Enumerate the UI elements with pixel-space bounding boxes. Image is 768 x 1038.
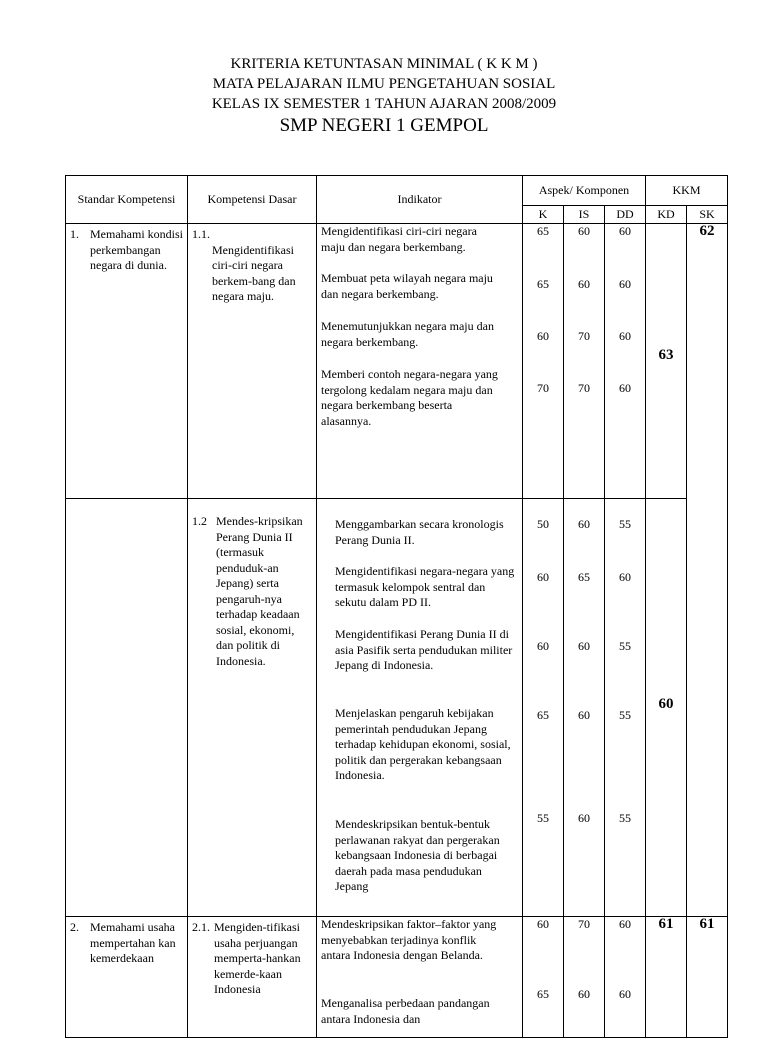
dd-value: 60 [619,329,631,343]
is-value: 70 [578,381,590,395]
indicator-text: Mendeskripsikan bentuk-bentuk perlawanan rakyat dan pergerakan kebangsaan Indonesia di berbagai daerah pada masa pendudukan Jepang [335,817,500,893]
k-value: 65 [537,277,549,291]
header-kkm: KKM [646,176,728,206]
kkm-sk-cell-2 [687,917,728,1038]
title-line-3: KELAS IX SEMESTER 1 TAHUN AJARAN 2008/2009 [211,96,557,112]
kkm-sk-cell-1 [687,224,728,917]
dd-value: 60 [619,917,631,931]
header-dd: DD [605,206,646,224]
sk-cell-1 [66,224,188,499]
school-name: SMP NEGERI 1 GEMPOL [279,115,489,136]
k-value: 60 [537,639,549,653]
title-line-1: KRITERIA KETUNTASAN MINIMAL ( K K M ) [230,56,538,72]
k-value: 55 [537,811,549,825]
kkm-kd-cell-1-1 [646,224,687,499]
kd-text: Mengiden-tifikasi usaha perjuangan memperta-hankan kemerde-kaan Indonesia [214,920,301,996]
indicator-text: Mendeskripsikan faktor–faktor yang menyebabkan terjadinya konflik antara Indonesia dengan Belanda. [321,917,497,962]
indicator-text: Memberi contoh negara-negara yang tergolong kedalam negara maju dan negara berkembang beserta alasannya. [321,367,498,428]
kd-cell-2-1 [188,917,317,1038]
dd-cell-2-1 [605,917,646,1038]
dd-value: 55 [619,639,631,653]
k-value: 70 [537,381,549,395]
is-value: 60 [578,639,590,653]
k-value: 65 [537,224,549,238]
kkm-kd-value: 63 [658,347,674,363]
header-indikator: Indikator [317,176,523,224]
indicator-text: Mengidentifikasi negara-negara yang termasuk kelompok sentral dan sekutu dalam PD II. [335,564,515,609]
dd-cell-1-2 [605,499,646,917]
indicator-text: Menemutunjukkan negara maju dan negara berkembang. [321,319,494,349]
sk-cell-2 [66,917,188,1038]
k-cell-1-2 [523,499,564,917]
indicator-cell-1-1 [317,224,523,499]
kd-text: Mendes-kripsikan Perang Dunia II (termasuk penduduk-an Jepang) serta pengaruh-nya terhadap keadaan sosial, ekonomi, dan politik di Indonesia. [216,514,303,668]
header-standar-kompetensi: Standar Kompetensi [66,176,188,224]
indicator-cell-1-2 [317,499,523,917]
dd-cell-1-1 [605,224,646,499]
sk-text: Memahami usaha mempertahan kan kemerdekaan [90,920,176,965]
is-value: 60 [578,224,590,238]
is-value: 70 [578,329,590,343]
kd-number: 1.2 [192,514,207,528]
header-is: IS [564,206,605,224]
header-aspek-komponen: Aspek/ Komponen [523,176,646,206]
indicator-text: Membuat peta wilayah negara maju dan negara berkembang. [321,271,493,301]
is-value: 60 [578,708,590,722]
sk-cell-1-empty [66,499,188,917]
kd-cell-1-2 [188,499,317,917]
sk-number: 1. [70,227,79,241]
header-kompetensi-dasar: Kompetensi Dasar [188,176,317,224]
k-value: 60 [537,570,549,584]
indicator-text: Mengidentifikasi Perang Dunia II di asia Pasifik serta pendudukan militer Jepang di Indonesia. [335,627,513,672]
header-sk: SK [687,206,728,224]
is-value: 60 [578,811,590,825]
indicator-text: Menggambarkan secara kronologis Perang Dunia II. [335,517,504,547]
header-k: K [523,206,564,224]
sk-text: Memahami kondisi perkembangan negara di dunia. [90,227,183,272]
indicator-text: Menganalisa perbedaan pandangan antara Indonesia dan [321,996,490,1026]
dd-value: 60 [619,987,631,1001]
is-cell-1-2 [564,499,605,917]
header-kd: KD [646,206,687,224]
k-value: 60 [537,329,549,343]
kkm-sk-value: 62 [699,223,715,239]
is-value: 65 [578,570,590,584]
is-cell-2-1 [564,917,605,1038]
dd-value: 55 [619,811,631,825]
kd-cell-1-1 [188,224,317,499]
indicator-text: Mengidentifikasi ciri-ciri negara maju dan negara berkembang. [321,224,477,254]
k-cell-1-1 [523,224,564,499]
document-header [0,54,768,138]
is-value: 60 [578,277,590,291]
kd-number: 2.1. [192,920,210,934]
is-value: 60 [578,517,590,531]
dd-value: 55 [619,708,631,722]
dd-value: 60 [619,224,631,238]
is-value: 60 [578,987,590,1001]
indicator-cell-2-1 [317,917,523,1038]
is-value: 70 [578,917,590,931]
dd-value: 60 [619,277,631,291]
kkm-kd-cell-1-2 [646,499,687,917]
kkm-table [65,175,728,1038]
kd-text: Mengidentifikasi ciri-ciri negara berkem-bang dan negara maju. [212,242,296,303]
k-value: 65 [537,708,549,722]
k-value: 60 [537,917,549,931]
title-line-2: MATA PELAJARAN ILMU PENGETAHUAN SOSIAL [212,76,556,92]
kd-number: 1.1. [192,227,210,241]
kkm-kd-value: 60 [658,696,674,712]
sk-number: 2. [70,920,79,934]
is-cell-1-1 [564,224,605,499]
kkm-kd-value: 61 [658,916,674,932]
dd-value: 60 [619,381,631,395]
k-value: 50 [537,517,549,531]
kkm-kd-cell-2-1 [646,917,687,1038]
dd-value: 55 [619,517,631,531]
dd-value: 60 [619,570,631,584]
k-value: 65 [537,987,549,1001]
k-cell-2-1 [523,917,564,1038]
indicator-text: Menjelaskan pengaruh kebijakan pemerintah pendudukan Jepang terhadap kehidupan ekonomi, sosial, politik dan pergerakan kebangsaan Indonesia. [335,706,511,782]
kkm-sk-value: 61 [699,916,715,932]
